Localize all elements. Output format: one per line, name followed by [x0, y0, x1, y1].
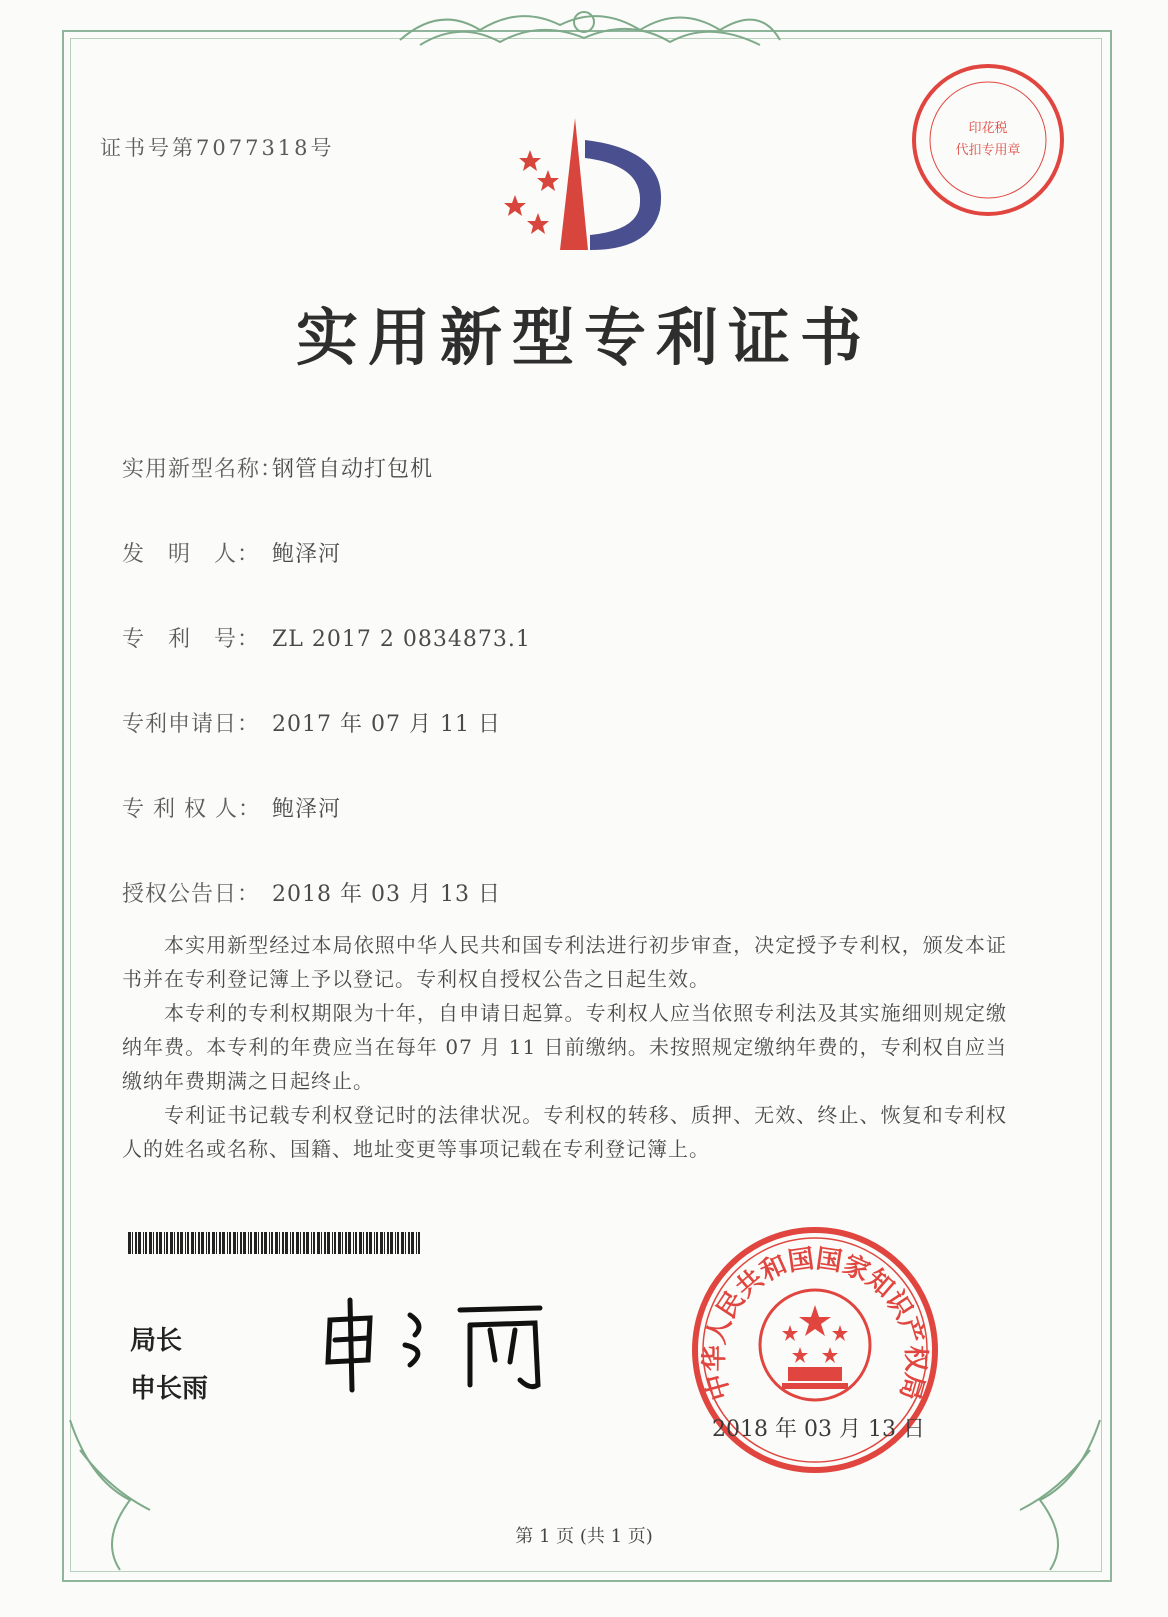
barcode-bar [317, 1232, 320, 1254]
barcode-bar [384, 1232, 385, 1254]
barcode-bar [416, 1232, 417, 1254]
field-label: 专 利 权 人： [122, 797, 261, 822]
barcode [128, 1232, 424, 1254]
barcode-bar [240, 1232, 242, 1254]
barcode-bar [395, 1232, 396, 1254]
barcode-bar [355, 1232, 357, 1254]
barcode-bar [282, 1232, 284, 1254]
barcode-bar [300, 1232, 301, 1254]
barcode-bar [363, 1232, 364, 1254]
barcode-bar [237, 1232, 238, 1254]
barcode-bar [271, 1232, 273, 1254]
director-name: 申长雨 [130, 1374, 209, 1404]
barcode-bar [332, 1232, 333, 1254]
barcode-bar [180, 1232, 183, 1254]
barcode-bar [219, 1232, 221, 1254]
field-patent-number [122, 622, 531, 653]
barcode-bar [258, 1232, 259, 1254]
field-label: 专 利 号： [122, 627, 261, 652]
barcode-bar [187, 1232, 189, 1254]
barcode-bar [170, 1232, 173, 1254]
barcode-bar [374, 1232, 375, 1254]
field-label: 授权公告日： [122, 882, 261, 907]
barcode-bar [135, 1232, 137, 1254]
barcode-bar [290, 1232, 291, 1254]
barcode-bar [327, 1232, 330, 1254]
barcode-bar [229, 1232, 231, 1254]
svg-text:印花税: 印花税 [968, 121, 1008, 136]
barcode-bar [390, 1232, 393, 1254]
barcode-bar [138, 1232, 141, 1254]
barcode-bar [149, 1232, 152, 1254]
barcode-bar [292, 1232, 294, 1254]
barcode-bar [366, 1232, 368, 1254]
barcode-bar [411, 1232, 414, 1254]
barcode-bar [185, 1232, 186, 1254]
barcode-bar [248, 1232, 249, 1254]
field-value: ZL 2017 2 0834873.1 [272, 627, 531, 652]
paragraph: 本专利的专利权期限为十年，自申请日起算。专利权人应当依照专利法及其实施细则规定缴纳年费。本专利的年费应当在每年 07 月 11 日前缴纳。未按照规定缴纳年费的，专利权自应当缴纳年费期满之日起终止。 [122, 1001, 1007, 1093]
barcode-bar [206, 1232, 207, 1254]
barcode-bar [279, 1232, 280, 1254]
barcode-bar [233, 1232, 236, 1254]
barcode-bar [285, 1232, 288, 1254]
barcode-bar [222, 1232, 225, 1254]
paragraph: 本实用新型经过本局依照中华人民共和国专利法进行初步审查，决定授予专利权，颁发本证书并在专利登记簿上予以登记。专利权自授权公告之日起生效。 [122, 933, 1007, 991]
body-text [122, 928, 1007, 1166]
barcode-bar [269, 1232, 270, 1254]
page-number: 第 1 页 (共 1 页) [515, 1526, 653, 1547]
barcode-bar [250, 1232, 252, 1254]
barcode-bar [275, 1232, 278, 1254]
tax-stamp-seal [908, 60, 1068, 220]
field-value: 2018 年 03 月 13 日 [272, 882, 501, 907]
barcode-bar [254, 1232, 257, 1254]
barcode-bar [159, 1232, 162, 1254]
barcode-bar [156, 1232, 158, 1254]
barcode-bar [359, 1232, 362, 1254]
barcode-bar [408, 1232, 410, 1254]
barcode-bar [376, 1232, 378, 1254]
barcode-bar [227, 1232, 228, 1254]
field-application-date [122, 707, 501, 738]
barcode-bar [338, 1232, 341, 1254]
barcode-bar [201, 1232, 204, 1254]
svg-text:代扣专用章: 代扣专用章 [955, 143, 1021, 158]
barcode-bar [216, 1232, 217, 1254]
paragraph: 专利证书记载专利权登记时的法律状况。专利权的转移、质押、无效、终止、恢复和专利权人的姓名或名称、国籍、地址变更等事项记载在专利登记簿上。 [122, 1103, 1007, 1161]
barcode-bar [195, 1232, 196, 1254]
barcode-bar [313, 1232, 315, 1254]
barcode-bar [145, 1232, 147, 1254]
barcode-bar [132, 1232, 133, 1254]
barcode-bar [306, 1232, 309, 1254]
field-value: 2017 年 07 月 11 日 [272, 712, 501, 737]
field-utility-model-name [122, 452, 433, 483]
barcode-bar [128, 1232, 131, 1254]
field-value: 鲍泽河 [272, 542, 342, 567]
barcode-bar [380, 1232, 383, 1254]
field-value: 钢管自动打包机 [272, 457, 434, 482]
barcode-bar [405, 1232, 406, 1254]
certificate-number: 证书号第7077318号 [100, 136, 335, 160]
barcode-bar [177, 1232, 179, 1254]
barcode-bar [418, 1232, 420, 1254]
field-patentee [122, 792, 341, 823]
barcode-bar [261, 1232, 263, 1254]
barcode-bar [191, 1232, 194, 1254]
barcode-bar [264, 1232, 267, 1254]
barcode-bar [243, 1232, 246, 1254]
patent-office-logo [490, 110, 680, 260]
seal-text: 中华人民共和国国家知识产权局 [699, 1244, 931, 1404]
barcode-bar [387, 1232, 389, 1254]
barcode-bar [143, 1232, 144, 1254]
barcode-bar [324, 1232, 326, 1254]
barcode-bar [174, 1232, 175, 1254]
barcode-bar [345, 1232, 347, 1254]
director-signature [310, 1290, 580, 1400]
barcode-bar [342, 1232, 343, 1254]
barcode-bar [397, 1232, 399, 1254]
barcode-bar [208, 1232, 210, 1254]
barcode-bar [334, 1232, 336, 1254]
barcode-bar [212, 1232, 215, 1254]
barcode-bar [369, 1232, 372, 1254]
field-label: 实用新型名称： [122, 457, 284, 482]
certificate-title: 实用新型专利证书 [295, 301, 872, 374]
barcode-bar [164, 1232, 165, 1254]
barcode-bar [198, 1232, 200, 1254]
barcode-bar [348, 1232, 351, 1254]
director-title: 局长 [130, 1326, 183, 1356]
field-label: 专利申请日： [122, 712, 261, 737]
barcode-bar [311, 1232, 312, 1254]
barcode-bar [401, 1232, 404, 1254]
barcode-bar [353, 1232, 354, 1254]
field-grant-date [122, 877, 501, 908]
barcode-bar [321, 1232, 322, 1254]
barcode-bar [166, 1232, 168, 1254]
barcode-bar [153, 1232, 154, 1254]
barcode-bar [296, 1232, 299, 1254]
seal-date: 2018 年 03 月 13 日 [712, 1417, 925, 1442]
barcode-bar [303, 1232, 305, 1254]
field-inventor [122, 537, 341, 568]
field-value: 鲍泽河 [272, 797, 342, 822]
field-label: 发 明 人： [122, 542, 261, 567]
